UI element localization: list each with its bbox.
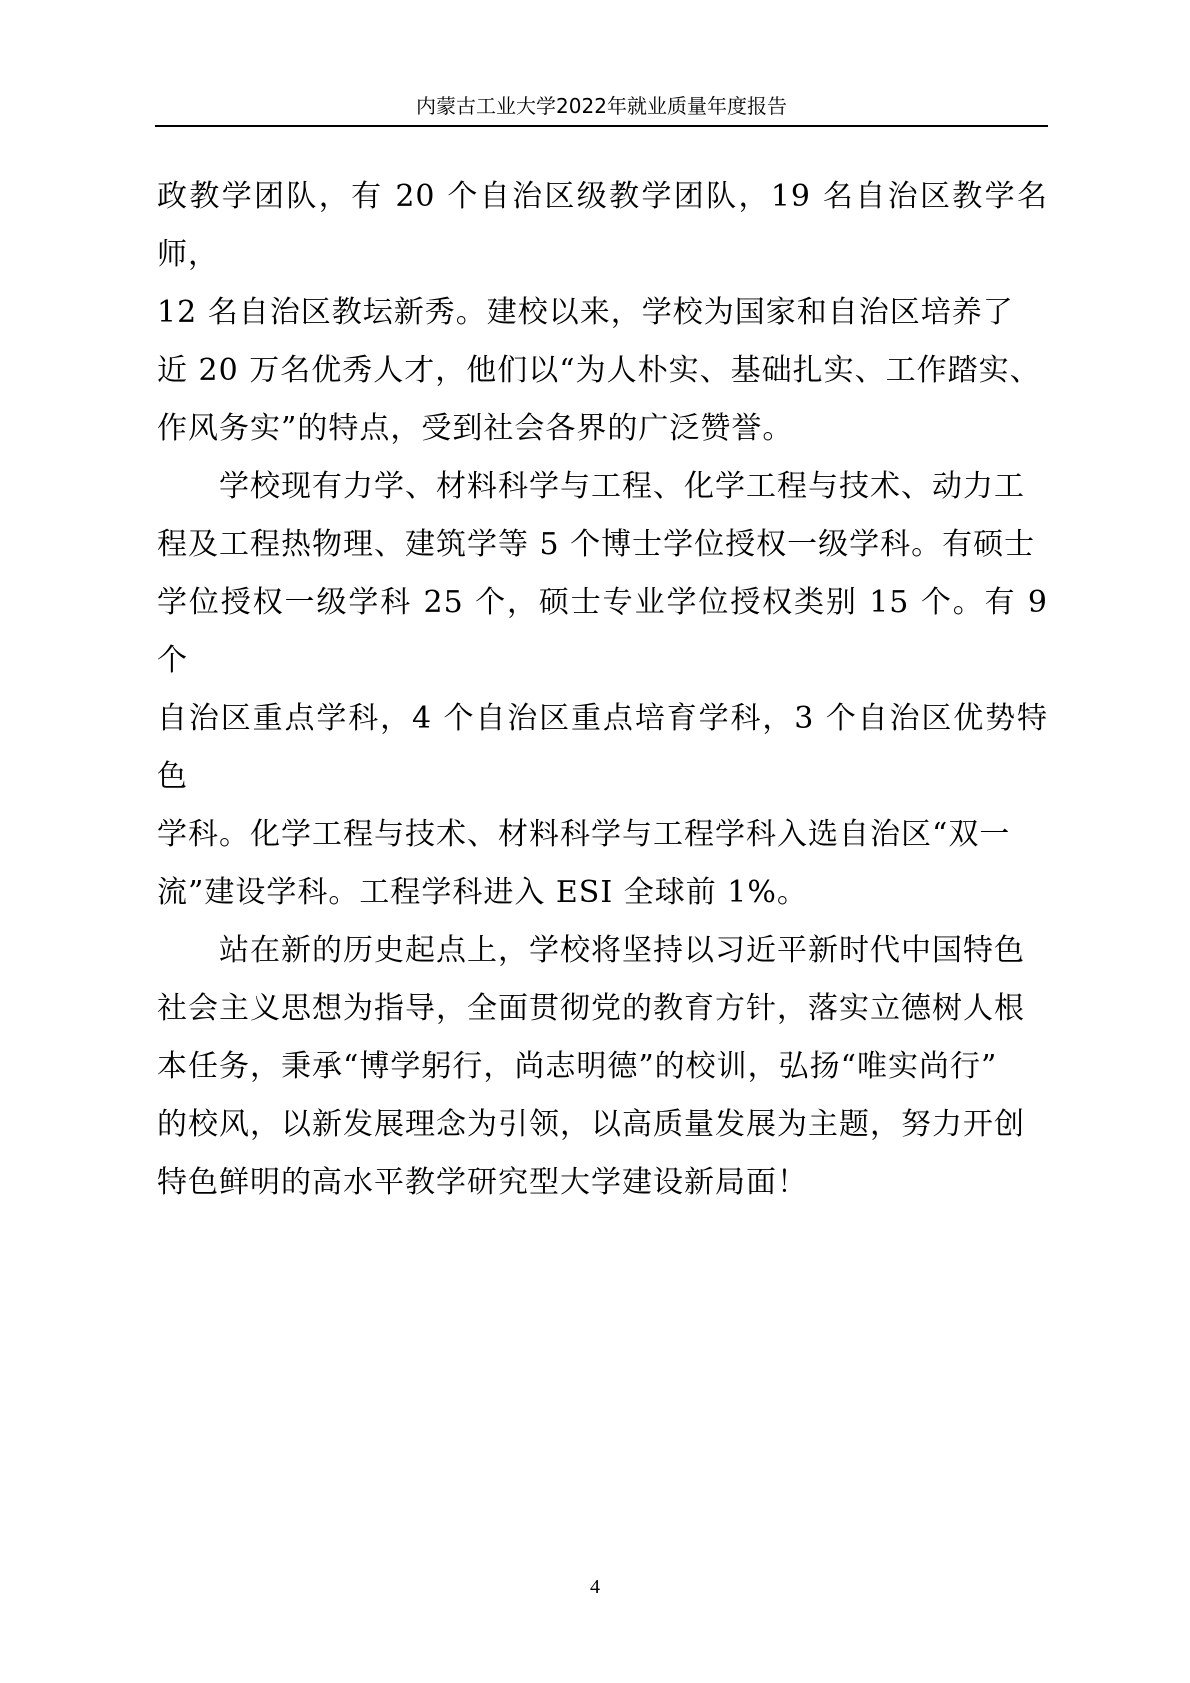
body-line: 本任务，秉承“博学躬行，尚志明德”的校训，弘扬“唯实尚行” (157, 1049, 998, 1084)
body-line: 站在新的历史起点上，学校将坚持以习近平新时代中国特色 (157, 933, 1025, 968)
body-line: 的校风，以新发展理念为引领，以高质量发展为主题，努力开创 (157, 1107, 1025, 1142)
body-line: 近 20 万名优秀人才，他们以“为人朴实、基础扎实、工作踏实、 (157, 353, 1041, 388)
body-line: 学校现有力学、材料科学与工程、化学工程与技术、动力工 (157, 469, 1025, 504)
body-line: 学位授权一级学科 25 个，硕士专业学位授权类别 15 个。有 9 个 (157, 585, 1048, 678)
body-line: 特色鲜明的高水平教学研究型大学建设新局面！ (157, 1165, 808, 1200)
body-line: 程及工程热物理、建筑学等 5 个博士学位授权一级学科。有硕士 (157, 527, 1036, 562)
body-line: 政教学团队，有 20 个自治区级教学团队，19 名自治区教学名师， (157, 179, 1048, 272)
body-text (157, 168, 1048, 1212)
body-line: 作风务实”的特点，受到社会各界的广泛赞誉。 (157, 411, 794, 446)
page-number: 4 (590, 1576, 600, 1598)
body-line: 学科。化学工程与技术、材料科学与工程学科入选自治区“双一 (157, 817, 1011, 852)
body-line: 社会主义思想为指导，全面贯彻党的教育方针，落实立德树人根 (157, 991, 1025, 1026)
body-line: 自治区重点学科，4 个自治区重点培育学科，3 个自治区优势特色 (157, 701, 1048, 794)
body-line: 流”建设学科。工程学科进入 ESI 全球前 1%。 (157, 875, 808, 910)
header-rule (155, 125, 1048, 127)
body-line: 12 名自治区教坛新秀。建校以来，学校为国家和自治区培养了 (157, 295, 1014, 330)
page-header: 内蒙古工业大学2022年就业质量年度报告 (416, 94, 787, 118)
